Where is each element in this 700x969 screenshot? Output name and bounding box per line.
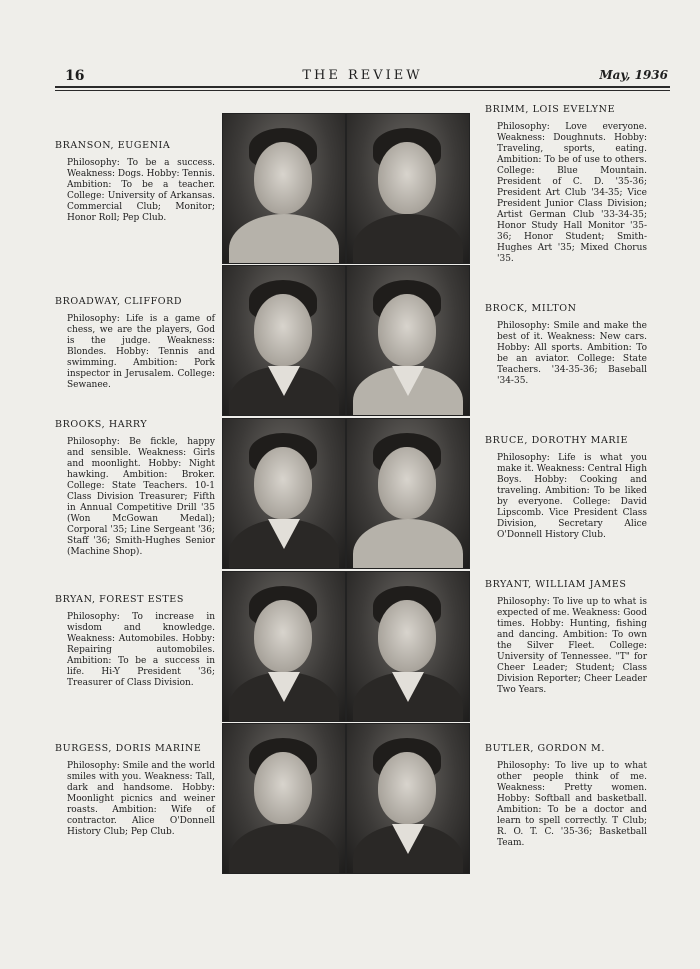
publication-title: THE REVIEW xyxy=(302,68,423,83)
header-rule-thick xyxy=(55,86,670,88)
student-name: BRIMM, LOIS EVELYNE xyxy=(485,104,616,115)
header-rule-thin xyxy=(55,90,670,91)
student-entry-broadway xyxy=(55,296,215,391)
student-bio: Philosophy: Smile and make the best of it. Weakness: New cars. Hobby: All sports. Ambition: To be an aviator. College: State Teachers. '34-35-36; Baseball '34-35. xyxy=(497,321,647,386)
student-bio: Philosophy: Smile and the world smiles with you. Weakness: Tall, dark and handsome. Hobby: Moonlight picnics and weiner roasts. Ambition: Wife of contractor. Alice O'Donnell History Club; Pep Club. xyxy=(67,761,215,837)
student-entry-bryant xyxy=(485,579,645,696)
student-entry-brock xyxy=(485,303,645,387)
portrait-photo-bryant xyxy=(346,571,470,722)
student-name: BRYAN, FOREST ESTES xyxy=(55,594,184,605)
student-entry-burgess xyxy=(55,743,215,838)
student-name: BROCK, MILTON xyxy=(485,303,577,314)
student-entry-butler xyxy=(485,743,645,849)
student-bio: Philosophy: Life is a game of chess, we are the players, God is the judge. Weakness: Blondes. Hobby: Tennis and swimming. Ambition: Pork inspector in Jerusalem. College: Sewanee. xyxy=(67,314,215,390)
student-bio: Philosophy: Be fickle, happy and sensible. Weakness: Girls and moonlight. Hobby: Night hawking. Ambition: Broker. College: State Teachers. 10-1 Class Division Treasurer; Fifth in Annual Competitive Drill '35 (Won McGowan Medal); Corporal '35; Line Sergeant '36; Staff '36; Smith-Hughes Senior (Machine Shop). xyxy=(67,437,215,557)
portrait-photo-burgess xyxy=(222,723,346,874)
student-entry-bryan xyxy=(55,594,215,689)
portrait-photo-branson xyxy=(222,113,346,264)
portrait-photo-bryan xyxy=(222,571,346,722)
student-bio: Philosophy: To live up to what other people think of me. Weakness: Pretty women. Hobby: Softball and basketball. Ambition: To be a doctor and learn to spell correctly. T Club; R. O. T. C. '35-36; Basketball Team. xyxy=(497,761,647,848)
portrait-photo-bruce xyxy=(346,418,470,569)
portrait-photo-brock xyxy=(346,265,470,416)
student-name: BRANSON, EUGENIA xyxy=(55,140,171,151)
student-entry-brooks xyxy=(55,419,215,558)
student-entry-bruce xyxy=(485,435,645,541)
issue-date: May, 1936 xyxy=(599,68,668,82)
student-name: BRYANT, WILLIAM JAMES xyxy=(485,579,627,590)
page-header xyxy=(55,68,670,88)
student-bio: Philosophy: To be a success. Weakness: Dogs. Hobby: Tennis. Ambition: To be a teacher. College: University of Arkansas. Commercial Club; Monitor; Honor Roll; Pep Club. xyxy=(67,158,215,223)
portrait-photo-butler xyxy=(346,723,470,874)
portrait-photo-brooks xyxy=(222,418,346,569)
student-name: BROADWAY, CLIFFORD xyxy=(55,296,183,307)
student-name: BUTLER, GORDON M. xyxy=(485,743,605,754)
student-name: BROOKS, HARRY xyxy=(55,419,148,430)
student-entry-brimm xyxy=(485,104,645,265)
page-number: 16 xyxy=(65,68,85,84)
student-name: BRUCE, DOROTHY MARIE xyxy=(485,435,629,446)
student-bio: Philosophy: To increase in wisdom and knowledge. Weakness: Automobiles. Hobby: Repairing automobiles. Ambition: To be a success in life. Hi-Y President '36; Treasurer of Class Division. xyxy=(67,612,215,688)
student-bio: Philosophy: Love everyone. Weakness: Doughnuts. Hobby: Traveling, sports, eating. Ambition: To be of use to others. College: Blue Mountain. President of C. D. '35-36; President Art Club '34-35; Vice President Junior Class Division; Artist German Club '33-34-35; Honor Study Hall Monitor '35-36; Honor Student; Smith-Hughes Art '35; Mixed Chorus '35. xyxy=(497,122,647,264)
portrait-photo-brimm xyxy=(346,113,470,264)
portrait-photo-broadway xyxy=(222,265,346,416)
student-bio: Philosophy: Life is what you make it. Weakness: Central High Boys. Hobby: Cooking and traveling. Ambition: To be liked by everyone. College: David Lipscomb. Vice President Class Division, Secretary Alice O'Donnell History Club. xyxy=(497,453,647,540)
student-entry-branson xyxy=(55,140,215,224)
student-name: BURGESS, DORIS MARINE xyxy=(55,743,202,754)
student-bio: Philosophy: To live up to what is expected of me. Weakness: Good times. Hobby: Hunting, fishing and dancing. Ambition: To own the Silver Fleet. College: University of Tennessee. "T" for Cheer Leader; Student; Class Division Reporter; Cheer Leader Two Years. xyxy=(497,597,647,695)
